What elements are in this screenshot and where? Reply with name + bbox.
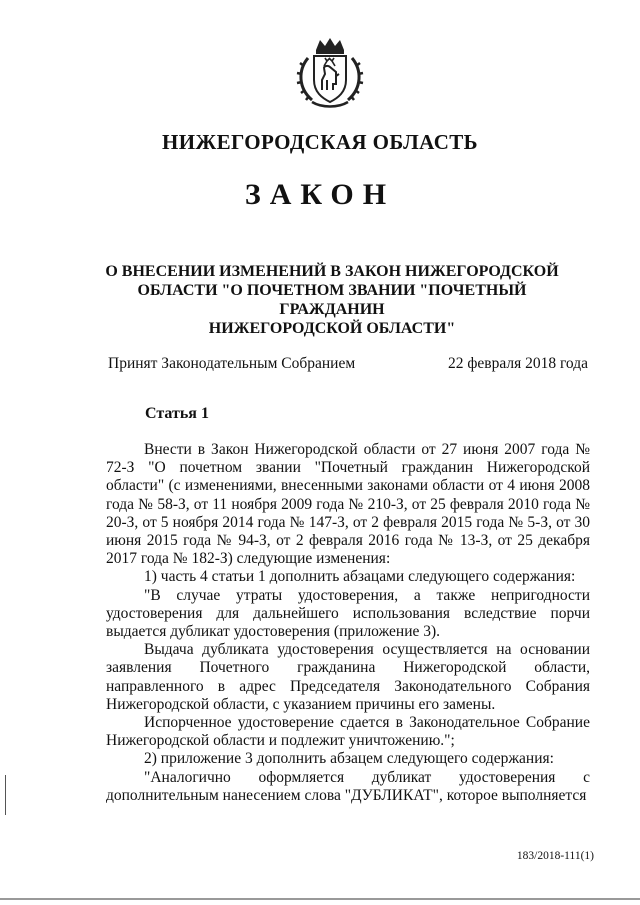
margin-scan-mark <box>5 775 6 815</box>
law-title <box>92 262 572 338</box>
document-type: ЗАКОН <box>244 178 396 211</box>
law-title-line-1: О ВНЕСЕНИИ ИЗМЕНЕНИЙ В ЗАКОН НИЖЕГОРОДСКОЙ <box>105 263 559 280</box>
article-heading: Статья 1 <box>145 405 209 422</box>
paragraph: 1) часть 4 статьи 1 дополнить абзацами следующего содержания: <box>144 568 576 586</box>
document-code: 183/2018-111(1) <box>516 850 594 862</box>
paragraph: "В случае утраты удостоверения, а также непригодности удостоверения для дальнейшего использования вследствие порчи выдается дубликат удостоверения (приложение 3). <box>106 586 590 641</box>
paragraph: Испорченное удостоверение сдается в Законодательное Собрание Нижегородской области и подлежит уничтожению."; <box>106 714 590 750</box>
page-bottom-edge <box>0 898 640 900</box>
paragraph: Выдача дубликата удостоверения осуществляется на основании заявления Почетного гражданина Нижегородской области, направленного в адрес Председателя Законодательного Собрания Нижегородской области, с указанием причины его замены. <box>106 641 590 713</box>
region-name: НИЖЕГОРОДСКАЯ ОБЛАСТЬ <box>162 130 478 154</box>
paragraph: 2) приложение 3 дополнить абзацем следующего содержания: <box>144 750 554 768</box>
law-title-line-3: НИЖЕГОРОДСКОЙ ОБЛАСТИ" <box>208 320 456 337</box>
adoption-date: 22 февраля 2018 года <box>447 355 588 372</box>
paragraph: "Аналогично оформляется дубликат удостоверения с дополнительным нанесением слова "ДУБЛИКАТ", которое выполняется <box>106 768 590 804</box>
law-title-line-2: ОБЛАСТИ "О ПОЧЕТНОМ ЗВАНИИ "ПОЧЕТНЫЙ ГРАЖДАНИН <box>137 282 527 318</box>
paragraph: Внести в Закон Нижегородской области от 27 июня 2007 года № 72-З "О почетном звании "Почетный гражданин Нижегородской области" (с изменениями, внесенными законами области от 4 июня 2008 года № 58-З, от 11 ноября 2009 года № 210-З, от 25 февраля 2010 года № 20-З, от 5 ноября 2014 года № 147-З, от 2 февраля 2015 года № 5-З, от 30 июня 2015 года № 94-З, от 2 февраля 2016 года № 13-З, от 25 декабря 2017 года № 182-З) следующие изменения: <box>106 441 590 568</box>
adoption-label: Принят Законодательным Собранием <box>108 355 356 372</box>
article-body <box>106 441 590 805</box>
coat-of-arms-icon <box>294 36 366 110</box>
